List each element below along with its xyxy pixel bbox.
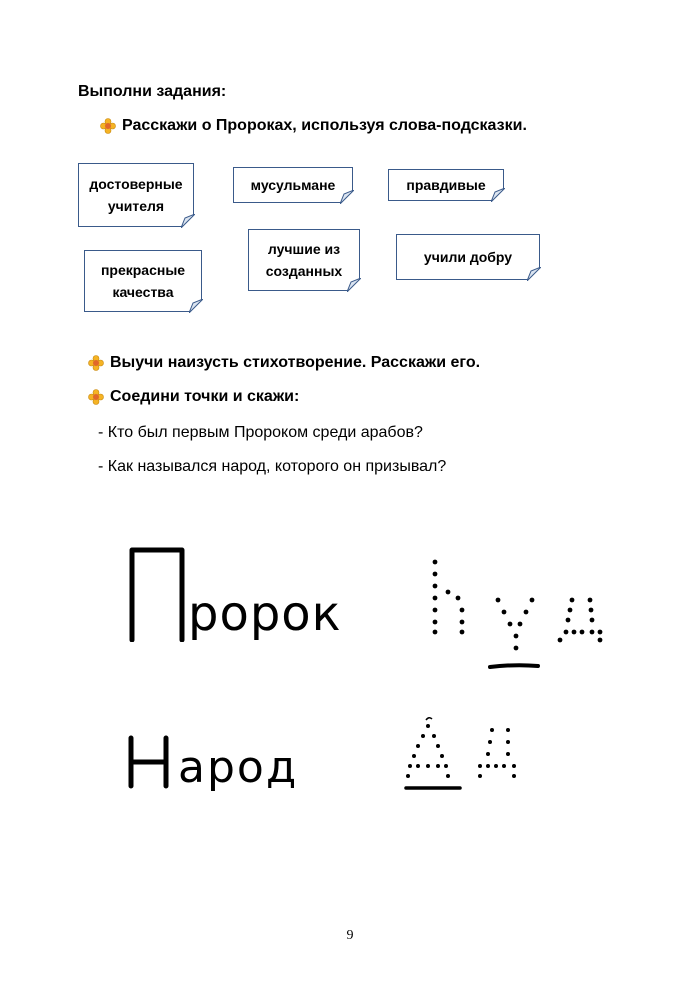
task-2 (88, 354, 480, 372)
dotted-letters-ad (396, 716, 526, 796)
hint-note (248, 229, 360, 291)
page-curl-icon (347, 278, 361, 292)
task-1 (100, 117, 527, 135)
hint-word: лучшие из созданных (265, 241, 343, 279)
dotted-letters-hud (420, 552, 610, 672)
hint-word: прекрасные качества (100, 262, 186, 300)
hint-note (233, 167, 353, 203)
hint-note (84, 250, 202, 312)
letter-n-big (126, 734, 174, 790)
hint-note (388, 169, 504, 201)
question-1: - Кто был первым Пророком среди арабов? (98, 424, 423, 441)
page-heading: Выполни задания: (78, 83, 227, 100)
task-3 (88, 388, 299, 406)
page-curl-icon (189, 299, 203, 313)
flower-icon (100, 118, 116, 134)
page-curl-icon (181, 214, 195, 228)
hint-word: правдивые (406, 177, 486, 193)
letter-p-big (126, 546, 188, 642)
hint-word: достоверные учителя (89, 176, 183, 214)
task-2-text: Выучи наизусть стихотворение. Расскажи его. (110, 354, 481, 371)
word-people-rest: арод (178, 742, 299, 793)
hint-word: мусульмане (250, 177, 336, 193)
page-number: 9 (346, 928, 354, 943)
task-3-text: Соедини точки и скажи: (110, 388, 300, 405)
word-prophet-rest: ророк (188, 586, 342, 642)
word-people (126, 732, 326, 792)
flower-icon (88, 389, 104, 405)
flower-icon (88, 355, 104, 371)
hint-note (396, 234, 540, 280)
word-prophet (126, 546, 342, 642)
hint-word: учили добру (423, 249, 513, 265)
page-curl-icon (340, 190, 354, 204)
hint-note (78, 163, 194, 227)
task-1-text: Расскажи о Пророках, используя слова-подсказки. (122, 117, 527, 134)
question-2: - Как назывался народ, которого он призывал? (98, 458, 447, 475)
page-curl-icon (527, 267, 541, 281)
page-curl-icon (491, 188, 505, 202)
